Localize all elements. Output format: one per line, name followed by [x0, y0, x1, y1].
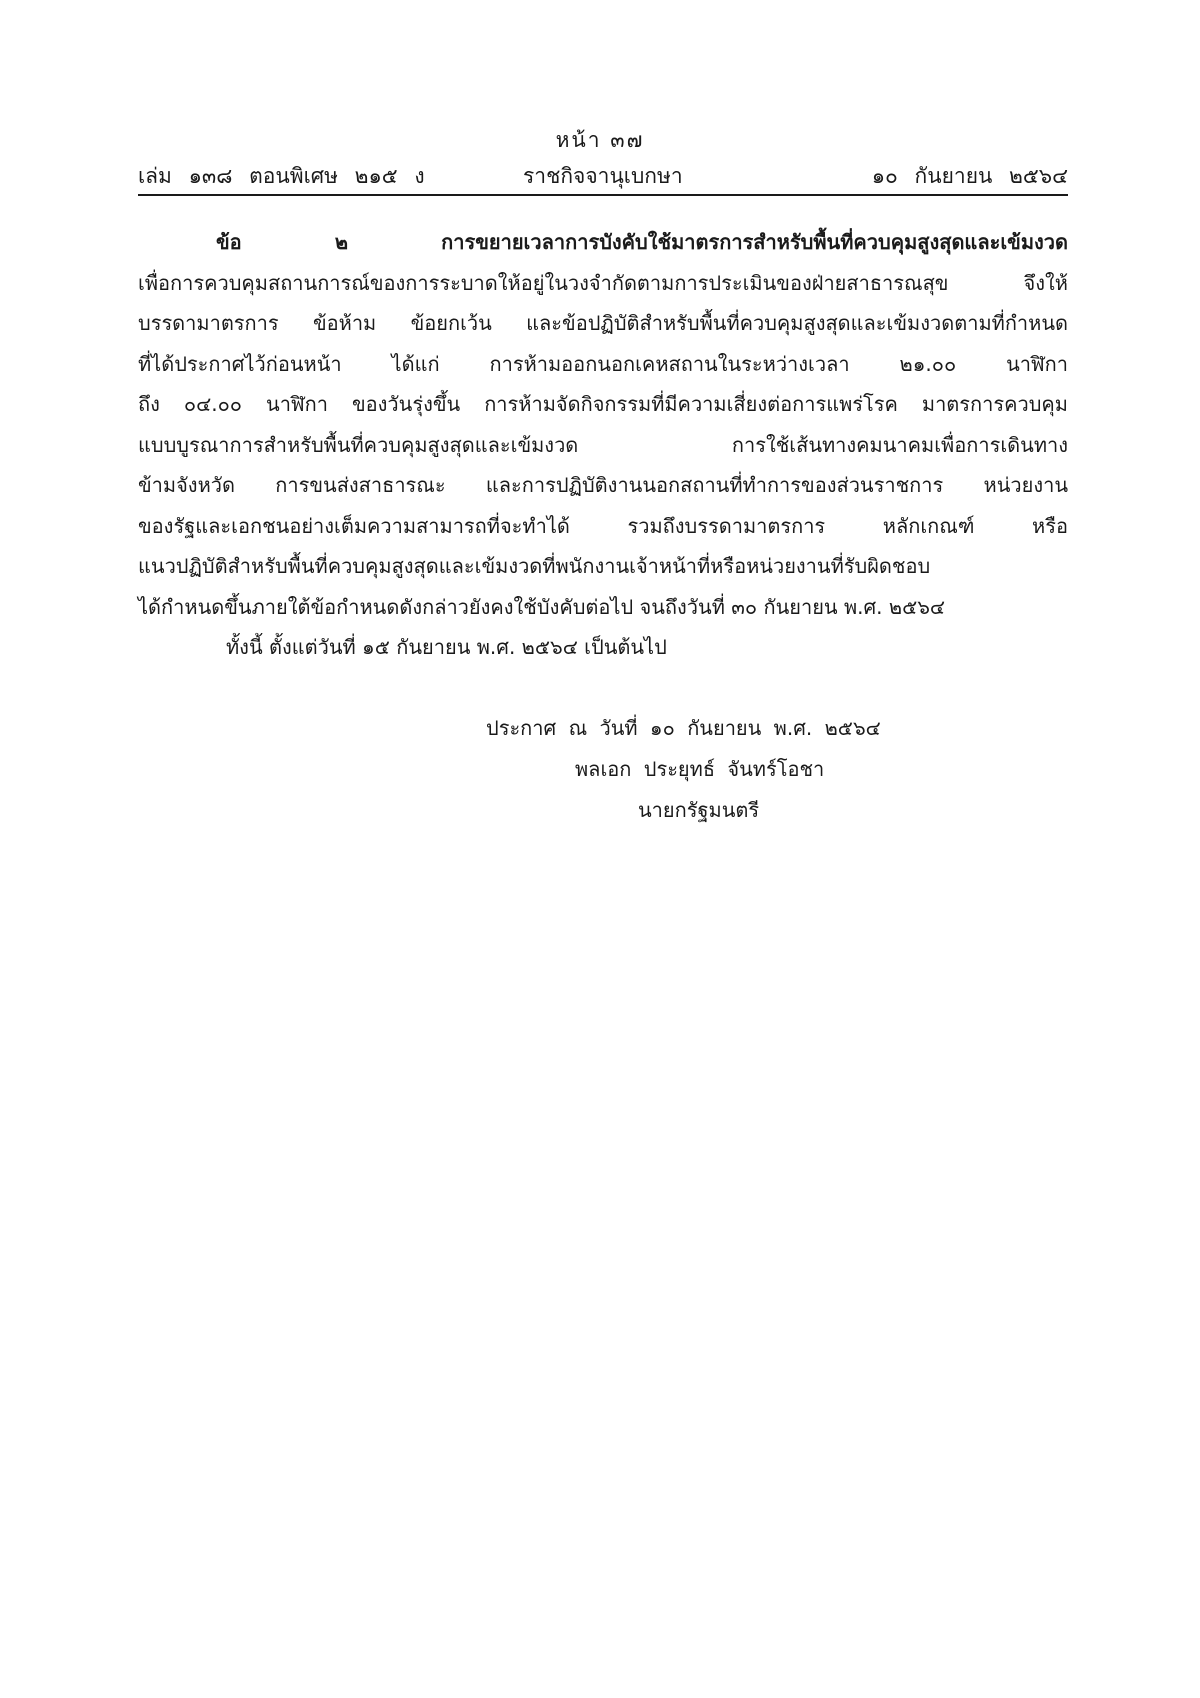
gazette-header [138, 160, 1068, 192]
body-line: ที่ได้ประกาศไว้ก่อนหน้า ได้แก่ การห้ามออกนอกเคหสถานในระหว่างเวลา ๒๑.๐๐ นาฬิกา [138, 351, 1068, 376]
body-line: ของรัฐและเอกชนอย่างเต็มความสามารถที่จะทำได้ รวมถึงบรรดามาตรการ หลักเกณฑ์ หรือ [138, 513, 1068, 538]
effective-clause: ทั้งนี้ ตั้งแต่วันที่ ๑๕ กันยายน พ.ศ. ๒๕๖๔ เป็นต้นไป [226, 635, 667, 659]
body-line: แนวปฏิบัติสำหรับพื้นที่ควบคุมสูงสุดและเข้มงวดที่พนักงานเจ้าหน้าที่หรือหน่วยงานที่รับผิดชอบ [138, 554, 931, 578]
body-line: แบบบูรณาการสำหรับพื้นที่ควบคุมสูงสุดและเข้มงวด การใช้เส้นทางคมนาคมเพื่อการเดินทาง [138, 432, 1068, 457]
body-line: ได้กำหนดขึ้นภายใต้ข้อกำหนดดังกล่าวยังคงใช้บังคับต่อไป จนถึงวันที่ ๓๐ กันยายน พ.ศ. ๒๕๖๔ [138, 594, 946, 619]
announcement-date: ประกาศ ณ วันที่ ๑๐ กันยายน พ.ศ. ๒๕๖๔ [486, 716, 881, 740]
body-line: เพื่อการควบคุมสถานการณ์ของการระบาดให้อยู่ในวงจำกัดตามการประเมินของฝ่ายสาธารณสุข จึงให้ [138, 270, 1068, 295]
section-heading: ข้อ ๒ การขยายเวลาการบังคับใช้มาตรการสำหรับพื้นที่ควบคุมสูงสุดและเข้มงวด [216, 230, 1068, 254]
header-divider [138, 194, 1068, 196]
body-line: ข้ามจังหวัด การขนส่งสาธารณะ และการปฏิบัติงานนอกสถานที่ทำการของส่วนราชการ หน่วยงาน [138, 473, 1068, 497]
body-line: บรรดามาตรการ ข้อห้าม ข้อยกเว้น และข้อปฏิบัติสำหรับพื้นที่ควบคุมสูงสุดและเข้มงวดตามที่กำหนด [138, 311, 1068, 335]
document-body [138, 222, 1068, 668]
signatory-name: พลเอก ประยุทธ์ จันทร์โอชา [575, 757, 825, 781]
body-line: ถึง ๐๔.๐๐ นาฬิกา ของวันรุ่งขึ้น การห้ามจัดกิจกรรมที่มีความเสี่ยงต่อการแพร่โรค มาตรการควบคุม [138, 392, 1068, 416]
page-number: หน้า ๓๗ [555, 128, 645, 152]
volume-issue: เล่ม ๑๓๘ ตอนพิเศษ ๒๑๕ ง [138, 164, 425, 188]
signatory-title: นายกรัฐมนตรี [638, 798, 760, 822]
publication-name: ราชกิจจานุเบกษา [523, 164, 683, 188]
publication-date: ๑๐ กันยายน ๒๕๖๔ [871, 164, 1068, 188]
